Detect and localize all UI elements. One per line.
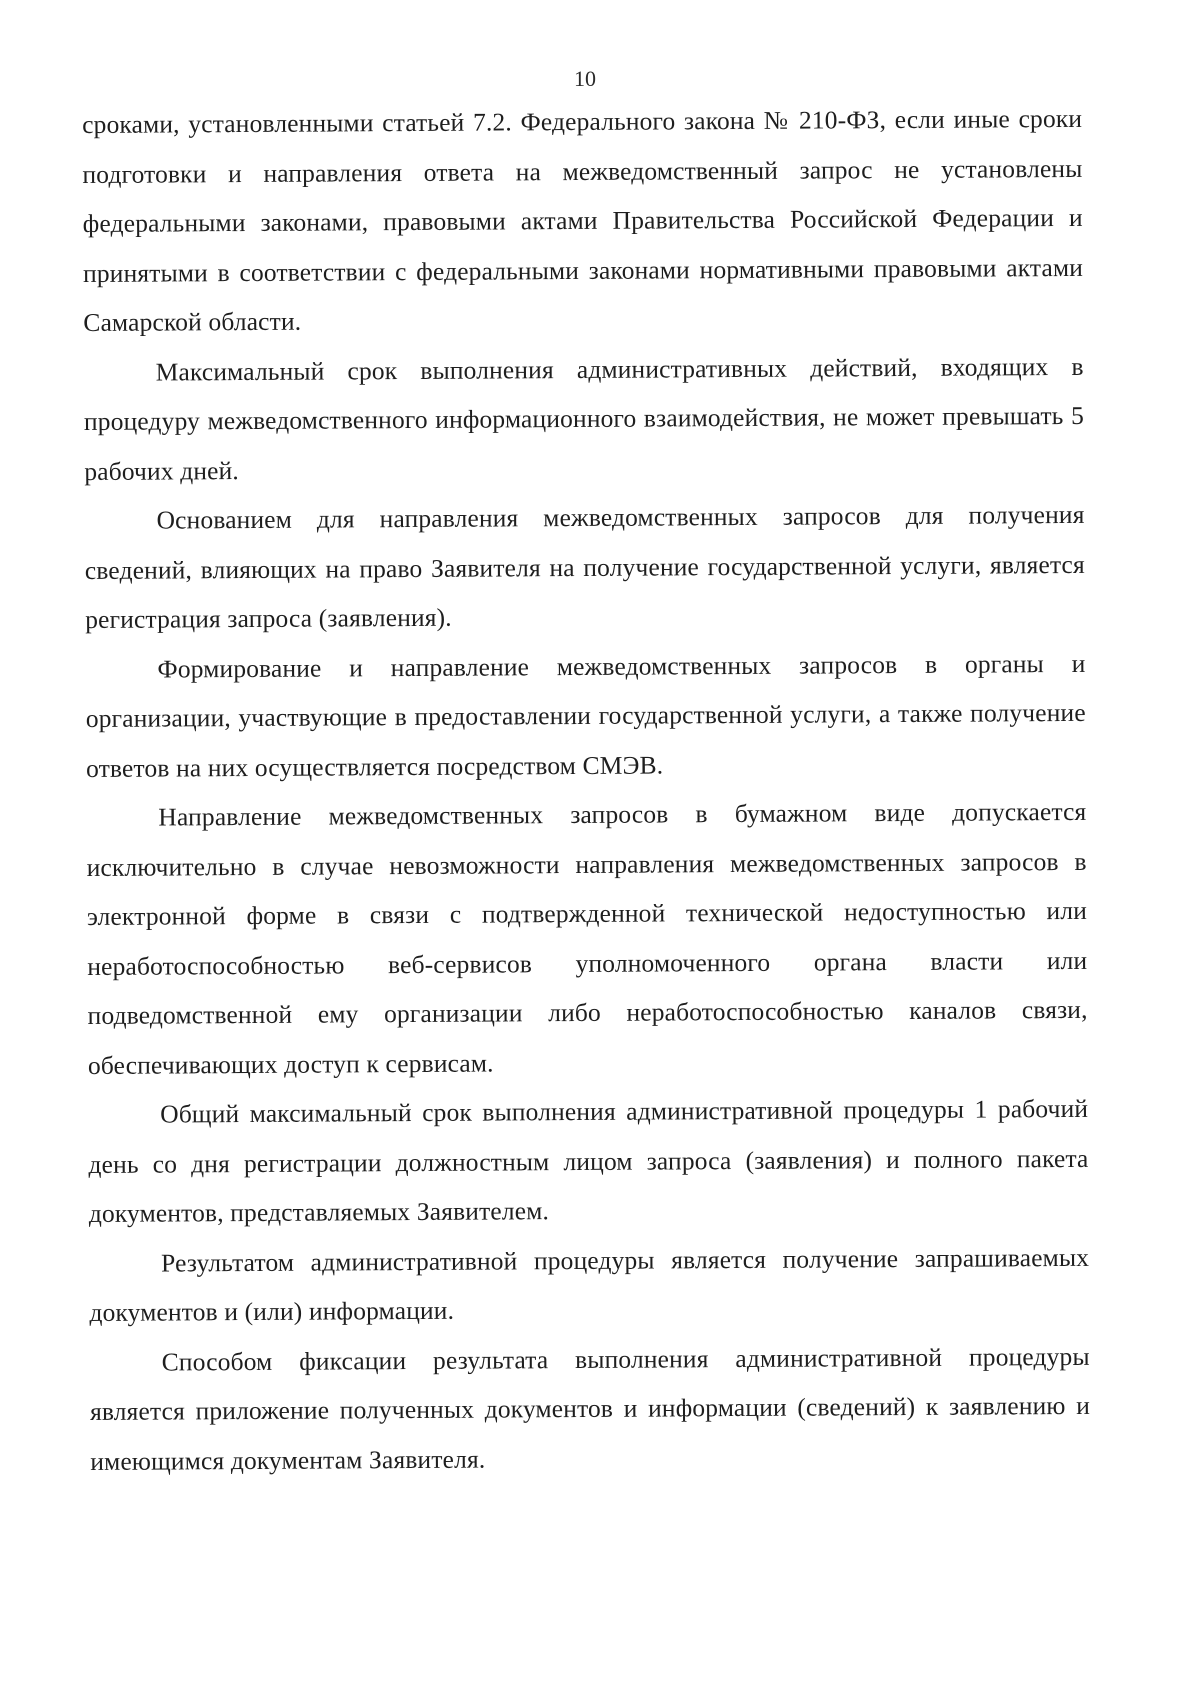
paragraph-6: Общий максимальный срок выполнения административной процедуры 1 рабочий день со дня регистрации должностным лицом запроса (заявления) и полного пакета документов, представляемых Заявителем. xyxy=(88,1093,1089,1228)
paragraph-4: Формирование и направление межведомственных запросов в органы и организации, участвующие в предоставлении государственной услуги, а также получение ответов на них осуществляется посредством СМЭВ. xyxy=(85,648,1086,783)
page-number: 10 xyxy=(574,66,596,91)
paragraph-2: Максимальный срок выполнения административных действий, входящих в процедуру межведомственного информационного взаимодействия, не может превышать 5 рабочих дней. xyxy=(83,351,1085,486)
paragraph-3: Основанием для направления межведомственных запросов для получения сведений, влияющих на право Заявителя на получение государственной услуги, является регистрация запроса (заявления). xyxy=(84,499,1085,634)
paragraph-7: Результатом административной процедуры является получение запрашиваемых документов и (или) информации. xyxy=(89,1242,1090,1327)
document-body xyxy=(82,94,1090,1486)
paragraph-5: Направление межведомственных запросов в бумажном виде допускается исключительно в случае невозможности направления межведомственных запросов в электронной форме в связи с подтвержденной технической недоступностью или неработоспособностью веб-сервисов уполномоченного органа власти или подведомственной ему организации либо неработоспособностью каналов связи, обеспечивающих доступ к сервисам. xyxy=(86,796,1088,1080)
paragraph-8: Способом фиксации результата выполнения административной процедуры является приложение полученных документов и информации (сведений) к заявлению и имеющимся документам Заявителя. xyxy=(89,1341,1091,1476)
paragraph-1: сроками, установленными статьей 7.2. Федерального закона № 210-ФЗ, если иные сроки подготовки и направления ответа на межведомственный запрос не установлены федеральными законами, правовыми актами Правительства Российской Федерации и принятыми в соответствии с федеральными законами нормативными правовыми актами Самарской области. xyxy=(82,103,1084,337)
